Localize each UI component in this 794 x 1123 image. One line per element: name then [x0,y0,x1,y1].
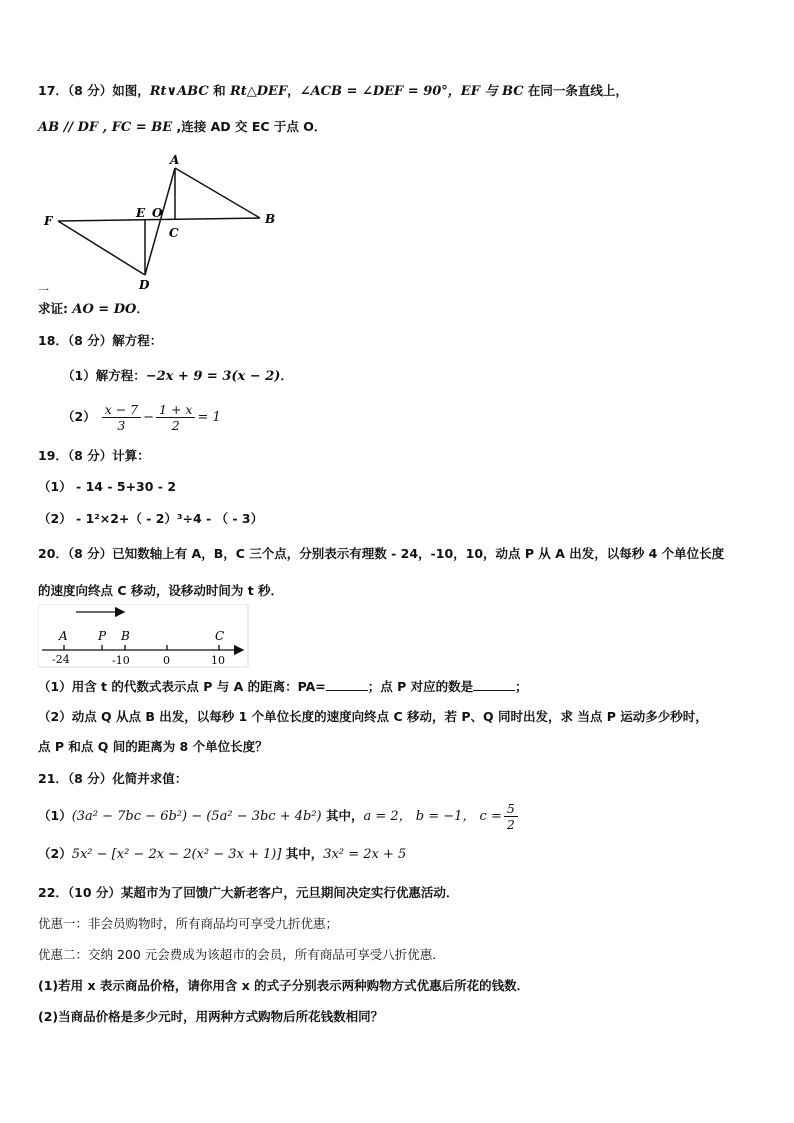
label-b: B [265,212,276,226]
tick-neg10: -10 [112,654,130,667]
label-f: F [44,214,53,228]
q17-and: 和 [208,83,230,98]
q22-offer2: 优惠二：交纳 200 元会费成为该超市的会员，所有商品可享受八折优惠． [38,947,445,962]
number-line [38,604,250,668]
q21-p2-condition: 3x² = 2x + 5 [323,847,407,862]
q21-p1-expression: (3a² − 7bc − 6b²) − (5a² − 3bc + 4b²) [71,809,322,824]
tick-neg24: -24 [52,653,70,666]
fraction-denominator: 2 [506,817,515,832]
q21-p2-where: 其中， [281,846,324,861]
minus-sign: − [143,410,155,425]
q18-p2-rhs: = 1 [197,410,221,425]
label-c: C [169,226,179,240]
q17-line1 [38,82,628,101]
q17-line2 [38,118,326,137]
q18-p1-equation: −2x + 9 = 3(x − 2) [145,369,281,384]
fraction-denominator: 3 [117,418,126,433]
c-fraction [504,801,518,832]
p-number-answer-blank [473,677,515,691]
q17-prove-math: AO = DO [72,302,137,317]
q18-p1-label: （1）解方程： [62,368,146,383]
q18-p1-end: ． [280,368,293,383]
q17-prove-end: ． [136,301,149,316]
q20-p1-text-c: ； [515,679,528,694]
q19-part2: （2） - 1²×2+（ - 2）³÷4 - （ - 3） [38,511,264,526]
q21-p2-expression: 5x² − [x² − 2x − 2(x² − 3x + 1)] [71,847,282,862]
label-e: E [136,206,146,220]
q19-part1: （1） - 14 - 5+30 - 2 [38,479,177,494]
q21-p1-values: a = 2， b = −1， c = [363,809,502,824]
q17-comma: ， [287,83,300,98]
q17-figure [38,150,288,300]
axis-label-c: C [215,629,225,643]
q20-part2-line1: （2）动点 Q 从点 B 出发，以每秒 1 个单位长度的速度向终点 C 移动，若 P、Q 同时出发，求 当点 P 运动多少秒时， [38,709,708,724]
q21-p1-label: （1） [38,808,72,823]
q18-part2 [62,398,221,437]
tick-0: 0 [163,654,170,667]
fraction-numerator: 1 + x [156,402,195,418]
q19-title: 19．（8 分）计算： [38,448,150,463]
fraction-denominator: 2 [171,418,180,433]
axis-label-p: P [98,629,107,643]
q22-title: 22．（10 分）某超市为了回馈广大新老客户，元旦期间决定实行优惠活动． [38,885,459,900]
q22-part2: (2)当商品价格是多少元时，用两种方式购物后所花钱数相同？ [38,1009,384,1024]
q21-title: 21．（8 分）化简并求值： [38,771,188,786]
q20-line1: 20．（8 分）已知数轴上有 A，B，C 三个点，分别表示有理数 - 24，-10，10，动点 P 从 A 出发，以每秒 4 个单位长度 [38,546,725,561]
q18-title: 18．（8 分）解方程： [38,333,163,348]
line-fd [58,221,145,275]
q21-p1-where: 其中， [321,808,364,823]
q18-fraction-1 [102,402,141,433]
q20-part1 [38,677,528,696]
label-a: A [170,153,180,167]
q20-p1-text-b: ；点 P 对应的数是 [367,679,474,694]
q17-condition: AB // DF , FC = BE [38,120,173,135]
q17-dash: 一 [38,284,49,297]
axis-label-b: B [121,629,130,643]
q17-connect: ,连接 AD 交 EC 于点 O． [172,119,327,134]
q17-angle-eq: ∠ACB = ∠DEF = 90° [299,84,448,99]
fraction-numerator: 5 [504,801,518,817]
q17-prove-label: 求证: [38,301,73,316]
q20-line2: 的速度向终点 C 移动，设移动时间为 t 秒． [38,583,284,598]
q18-fraction-2 [156,402,195,433]
q17-ef-bc: ，EF 与 BC [447,84,524,99]
q17-same-line: 在同一条直线上， [523,83,628,98]
q22-part1: (1)若用 x 表示商品价格，请你用含 x 的式子分别表示两种购物方式优惠后所花的钱数． [38,978,530,993]
q18-p2-label: （2） [62,409,96,424]
pa-answer-blank [326,677,368,691]
q21-part2 [38,845,406,864]
q20-part2-line2: 点 P 和点 Q 间的距离为 8 个单位长度？ [38,739,268,754]
label-o: O [152,206,163,220]
q21-p2-label: （2） [38,846,72,861]
axis-label-a: A [59,629,68,643]
q17-title: 17．（8 分）如图， [38,83,150,98]
q17-prove [38,300,149,319]
line-ab [175,168,260,218]
q17-rt-def: Rt△DEF [229,84,288,99]
fraction-numerator: x − 7 [102,402,141,418]
label-d: D [139,278,150,292]
tick-10: 10 [211,654,225,667]
q18-part1 [62,367,293,386]
q21-part1 [38,797,520,836]
q22-offer1: 优惠一：非会员购物时，所有商品均可享受九折优惠； [38,916,339,931]
q17-rt-abc: Rt∨ABC [149,84,209,99]
q20-p1-text-a: （1）用含 t 的代数式表示点 P 与 A 的距离：PA= [38,679,326,694]
line-ad [145,168,175,275]
